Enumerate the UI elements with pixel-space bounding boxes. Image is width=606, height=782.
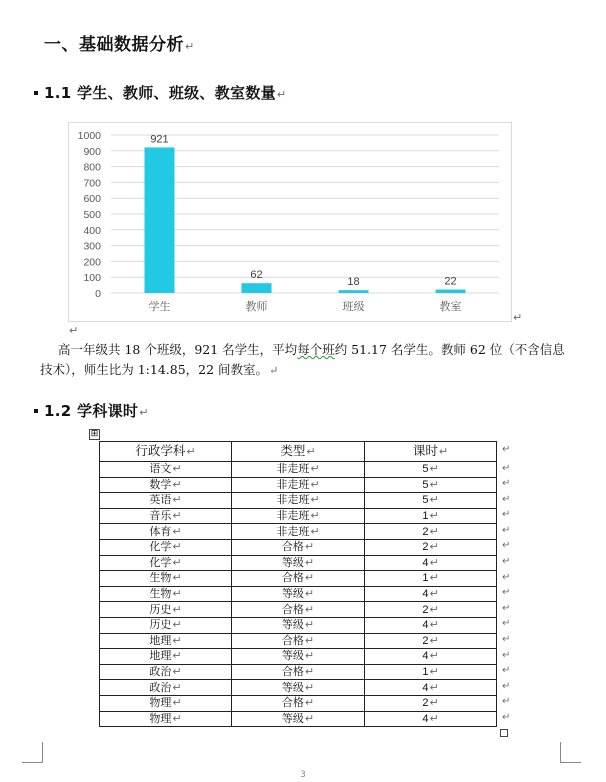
cell-mark: ↵ [429, 525, 439, 538]
data-label: 22 [444, 275, 457, 288]
subject-cell[interactable] [100, 680, 232, 696]
cell-mark: ↵ [310, 478, 320, 491]
paragraph-mark: ↵ [276, 88, 287, 101]
hours-cell-text: 2 [422, 634, 429, 647]
type-cell[interactable] [232, 555, 365, 571]
row-end-mark: ↵ [502, 665, 511, 677]
row-end-mark: ↵ [502, 493, 511, 505]
table-row [100, 493, 497, 509]
table-row [100, 477, 497, 493]
section-number: 1.2 [44, 402, 72, 420]
table-row [100, 539, 497, 555]
y-tick-label: 200 [83, 256, 101, 269]
type-cell[interactable] [232, 617, 365, 633]
table-resize-handle[interactable] [500, 729, 508, 737]
type-cell-text: 等级 [281, 588, 304, 601]
x-category-label: 班级 [342, 300, 365, 313]
summary-paragraph [40, 340, 570, 381]
cell-mark: ↵ [172, 619, 182, 632]
cell-mark: ↵ [172, 556, 182, 569]
subject-cell[interactable] [100, 711, 232, 727]
subject-cell[interactable] [100, 524, 232, 540]
type-cell[interactable] [232, 664, 365, 680]
cell-mark: ↵ [304, 634, 315, 647]
cell-mark: ↵ [304, 619, 315, 632]
hours-cell[interactable] [365, 524, 497, 540]
type-cell[interactable] [232, 571, 365, 587]
cell-mark: ↵ [429, 666, 439, 679]
hours-cell-text: 5 [422, 463, 429, 476]
hours-cell-text: 2 [422, 603, 429, 616]
cell-mark: ↵ [429, 463, 439, 476]
subject-cell[interactable] [100, 508, 232, 524]
hours-cell-text: 1 [422, 666, 429, 679]
subject-cell[interactable] [100, 602, 232, 618]
subject-cell-text: 生物 [149, 588, 172, 601]
table-row [100, 617, 497, 633]
cell-mark: ↵ [172, 603, 182, 616]
subject-cell[interactable] [100, 586, 232, 602]
table-row [100, 602, 497, 618]
hours-cell[interactable] [365, 602, 497, 618]
type-cell-text: 合格 [281, 634, 304, 647]
type-cell-text: 非走班 [276, 525, 310, 538]
cell-mark: ↵ [304, 541, 315, 554]
x-category-label: 教室 [439, 300, 462, 313]
subject-cell[interactable] [100, 649, 232, 665]
subject-cell[interactable] [100, 462, 232, 478]
hours-cell-text: 4 [422, 681, 429, 694]
cell-mark: ↵ [172, 666, 182, 679]
row-end-mark: ↵ [502, 618, 511, 630]
cell-mark: ↵ [429, 619, 439, 632]
hours-cell[interactable] [365, 586, 497, 602]
type-cell-text: 等级 [281, 712, 304, 725]
subject-cell[interactable] [100, 539, 232, 555]
y-tick-label: 300 [83, 240, 101, 253]
type-cell-text: 等级 [281, 556, 304, 569]
data-label: 62 [250, 269, 263, 282]
heading-bullet [34, 409, 38, 413]
subject-cell[interactable] [100, 571, 232, 587]
subject-cell-text: 化学 [149, 541, 172, 554]
row-end-mark: ↵ [502, 524, 511, 536]
subject-cell[interactable] [100, 695, 232, 711]
cell-mark: ↵ [304, 572, 315, 585]
cell-mark: ↵ [172, 541, 182, 554]
cell-mark: ↵ [172, 681, 182, 694]
bar [339, 290, 369, 293]
y-tick-label: 400 [83, 224, 101, 237]
row-end-mark: ↵ [502, 696, 511, 708]
hours-cell-text: 4 [422, 650, 429, 663]
table-row [100, 586, 497, 602]
table-row [100, 649, 497, 665]
bar-chart[interactable] [68, 122, 512, 322]
table-row [100, 633, 497, 649]
cell-mark: ↵ [172, 525, 182, 538]
subject-cell-text: 体育 [149, 525, 172, 538]
hours-cell[interactable] [365, 695, 497, 711]
hours-cell[interactable] [365, 571, 497, 587]
paragraph-text-end: 约 51.17 名学生。教师 62 位（不含信息技术），师生比为 1:14.85，22 间教室。 [40, 342, 565, 377]
section-heading-1-1 [34, 82, 286, 103]
header-subject-label: 行政学科 [135, 444, 186, 458]
y-tick-label: 0 [95, 288, 101, 300]
cell-mark: ↵ [304, 588, 315, 601]
table-row [100, 555, 497, 571]
hours-cell-text: 1 [422, 572, 429, 585]
header-subject[interactable] [100, 442, 232, 462]
cell-mark: ↵ [429, 572, 439, 585]
paragraph-mark: ↵ [513, 311, 523, 324]
cell-mark: ↵ [172, 634, 182, 647]
header-type-label: 类型 [280, 444, 306, 458]
type-cell-text: 非走班 [276, 478, 310, 491]
row-end-mark: ↵ [502, 444, 511, 455]
cell-mark: ↵ [186, 446, 196, 458]
row-end-mark: ↵ [502, 680, 511, 692]
hours-cell[interactable] [365, 555, 497, 571]
subject-cell-text: 音乐 [149, 510, 172, 523]
table-row [100, 695, 497, 711]
course-hours-table-wrap [99, 441, 497, 727]
grammar-underlined-text: 每个班 [297, 342, 335, 357]
hours-cell-text: 4 [422, 712, 429, 725]
type-cell[interactable] [232, 462, 365, 478]
x-category-label: 学生 [148, 300, 171, 313]
page-corner-mark-left [22, 742, 43, 763]
y-tick-label: 100 [83, 272, 101, 285]
subject-cell[interactable] [100, 617, 232, 633]
subject-cell-text: 政治 [149, 666, 172, 679]
subject-cell[interactable] [100, 555, 232, 571]
table-row [100, 711, 497, 727]
type-cell[interactable] [232, 524, 365, 540]
hours-cell[interactable] [365, 508, 497, 524]
section-heading-1-2 [34, 400, 149, 421]
subject-cell[interactable] [100, 477, 232, 493]
hours-cell-text: 2 [422, 525, 429, 538]
subject-cell-text: 化学 [149, 556, 172, 569]
row-end-mark: ↵ [502, 649, 511, 661]
type-cell[interactable] [232, 586, 365, 602]
y-tick-label: 800 [83, 161, 101, 174]
type-cell-text: 合格 [281, 697, 304, 710]
cell-mark: ↵ [429, 556, 439, 569]
table-move-handle[interactable]: ⊞ [90, 429, 99, 439]
paragraph-mark: ↵ [139, 406, 149, 419]
table-header-row [100, 442, 497, 462]
hours-cell-text: 2 [422, 697, 429, 710]
cell-mark: ↵ [304, 712, 315, 725]
cell-mark: ↵ [172, 650, 182, 663]
y-tick-label: 1000 [77, 130, 101, 142]
type-cell[interactable] [232, 493, 365, 509]
subject-cell-text: 语文 [149, 463, 172, 476]
type-cell[interactable] [232, 633, 365, 649]
subject-cell-text: 英语 [149, 494, 172, 507]
hours-cell-text: 1 [422, 510, 429, 523]
hours-cell[interactable] [365, 539, 497, 555]
bar [436, 290, 466, 293]
row-end-mark: ↵ [502, 478, 511, 490]
hours-cell-text: 4 [422, 588, 429, 601]
type-cell-text: 等级 [281, 619, 304, 632]
subject-cell-text: 地理 [149, 650, 172, 663]
cell-mark: ↵ [304, 650, 315, 663]
heading-1-text: 一、基础数据分析 [44, 35, 184, 55]
type-cell-text: 合格 [281, 666, 304, 679]
subject-cell-text: 物理 [149, 712, 172, 725]
hours-cell-text: 5 [422, 478, 429, 491]
hours-cell[interactable] [365, 664, 497, 680]
heading-1 [44, 30, 195, 55]
subject-cell[interactable] [100, 664, 232, 680]
type-cell[interactable] [232, 649, 365, 665]
cell-mark: ↵ [429, 588, 439, 601]
row-end-mark: ↵ [502, 571, 511, 583]
data-label: 18 [347, 276, 360, 289]
subject-cell-text: 数学 [149, 478, 172, 491]
row-end-mark: ↵ [502, 540, 511, 552]
paragraph-text-start: 高一年级共 18 个班级，921 名学生，平均 [58, 342, 298, 357]
y-tick-label: 500 [83, 209, 101, 221]
cell-mark: ↵ [310, 494, 320, 507]
cell-mark: ↵ [429, 478, 439, 491]
hours-cell[interactable] [365, 680, 497, 696]
course-hours-table[interactable] [99, 441, 497, 727]
table-row [100, 508, 497, 524]
page-corner-mark-right [560, 742, 581, 763]
table-row [100, 524, 497, 540]
cell-mark: ↵ [172, 697, 182, 710]
cell-mark: ↵ [304, 556, 315, 569]
data-label: 921 [150, 133, 169, 146]
type-cell[interactable] [232, 477, 365, 493]
cell-mark: ↵ [310, 525, 320, 538]
cell-mark: ↵ [429, 494, 439, 507]
subject-cell-text: 历史 [149, 619, 172, 632]
cell-mark: ↵ [172, 463, 182, 476]
type-cell-text: 等级 [281, 681, 304, 694]
page-number: 3 [300, 770, 306, 780]
subject-cell-text: 物理 [149, 697, 172, 710]
bar [242, 283, 272, 293]
cell-mark: ↵ [438, 446, 449, 458]
cell-mark: ↵ [304, 681, 315, 694]
row-end-mark: ↵ [502, 556, 511, 568]
row-end-mark: ↵ [502, 712, 511, 723]
type-cell-text: 合格 [281, 541, 304, 554]
section-number: 1.1 [44, 84, 72, 102]
cell-mark: ↵ [172, 478, 182, 491]
cell-mark: ↵ [304, 603, 315, 616]
type-cell[interactable] [232, 695, 365, 711]
bar-chart-svg [69, 123, 511, 321]
type-cell[interactable] [232, 508, 365, 524]
subject-cell-text: 政治 [149, 681, 172, 694]
hours-cell[interactable] [365, 493, 497, 509]
hours-cell-text: 5 [422, 494, 429, 507]
y-tick-label: 700 [83, 177, 101, 190]
table-row [100, 571, 497, 587]
subject-cell[interactable] [100, 493, 232, 509]
cell-mark: ↵ [172, 712, 182, 725]
cell-mark: ↵ [429, 712, 439, 725]
hours-cell[interactable] [365, 462, 497, 478]
cell-mark: ↵ [172, 588, 182, 601]
row-end-mark: ↵ [502, 602, 511, 614]
cell-mark: ↵ [310, 510, 320, 523]
row-end-mark: ↵ [502, 634, 511, 646]
hours-cell-text: 4 [422, 619, 429, 632]
cell-mark: ↵ [304, 697, 315, 710]
table-row [100, 664, 497, 680]
cell-mark: ↵ [172, 572, 182, 585]
section-title: 学生、教师、班级、教室数量 [77, 84, 276, 102]
table-row [100, 680, 497, 696]
type-cell-text: 非走班 [276, 494, 310, 507]
paragraph-mark: ↵ [185, 40, 195, 53]
cell-mark: ↵ [172, 494, 182, 507]
cell-mark: ↵ [429, 697, 439, 710]
row-end-mark: ↵ [502, 509, 511, 521]
hours-cell[interactable] [365, 711, 497, 727]
cell-mark: ↵ [429, 650, 439, 663]
header-hours-label: 课时 [412, 444, 438, 458]
type-cell[interactable] [232, 602, 365, 618]
cell-mark: ↵ [306, 446, 316, 458]
type-cell-text: 等级 [281, 650, 304, 663]
section-title: 学科课时 [77, 402, 139, 420]
cell-mark: ↵ [429, 510, 439, 523]
y-tick-label: 600 [83, 193, 101, 206]
y-tick-label: 900 [83, 145, 101, 158]
x-category-label: 教师 [245, 300, 268, 313]
type-cell-text: 非走班 [276, 510, 310, 523]
paragraph-mark: ↵ [69, 324, 79, 337]
row-end-mark: ↵ [502, 462, 511, 474]
type-cell-text: 合格 [281, 603, 304, 616]
hours-cell-text: 4 [422, 556, 429, 569]
header-hours[interactable] [365, 442, 497, 462]
type-cell[interactable] [232, 539, 365, 555]
cell-mark: ↵ [429, 634, 439, 647]
hours-cell-text: 2 [422, 541, 429, 554]
hours-cell[interactable] [365, 633, 497, 649]
type-cell-text: 合格 [281, 572, 304, 585]
cell-mark: ↵ [304, 666, 315, 679]
hours-cell[interactable] [365, 649, 497, 665]
cell-mark: ↵ [429, 541, 439, 554]
header-type[interactable] [232, 442, 365, 462]
type-cell-text: 非走班 [276, 463, 310, 476]
subject-cell-text: 历史 [149, 603, 172, 616]
cell-mark: ↵ [310, 463, 320, 476]
subject-cell-text: 地理 [149, 634, 172, 647]
cell-mark: ↵ [429, 603, 439, 616]
bar [145, 147, 175, 293]
cell-mark: ↵ [429, 681, 439, 694]
heading-bullet [34, 91, 38, 95]
subject-cell-text: 生物 [149, 572, 172, 585]
cell-mark: ↵ [172, 510, 182, 523]
type-cell[interactable] [232, 711, 365, 727]
table-row [100, 462, 497, 478]
subject-cell[interactable] [100, 633, 232, 649]
hours-cell[interactable] [365, 477, 497, 493]
hours-cell[interactable] [365, 617, 497, 633]
type-cell[interactable] [232, 680, 365, 696]
row-end-mark: ↵ [502, 587, 511, 599]
paragraph-mark: ↵ [269, 364, 279, 377]
